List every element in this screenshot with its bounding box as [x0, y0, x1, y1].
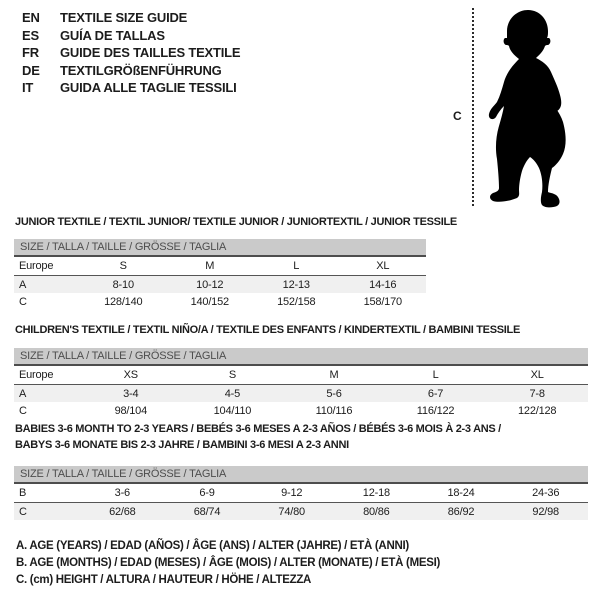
size-cell: S: [119, 260, 127, 272]
table-row: [14, 503, 588, 520]
size-cell: 8-10: [112, 278, 134, 291]
size-cell: 110/116: [315, 404, 353, 417]
size-cell: 10-12: [196, 278, 224, 291]
size-cell: 18-24: [447, 487, 475, 499]
junior-size-table: [14, 239, 426, 310]
size-cell: M: [329, 369, 339, 381]
lang-label: TEXTILGRÖßENFÜHRUNG: [60, 62, 222, 78]
junior-table-title: JUNIOR TEXTILE / TEXTIL JUNIOR/ TEXTILE JUNIOR / JUNIORTEXTIL / JUNIOR TESSILE: [15, 216, 457, 228]
size-cell: M: [205, 260, 215, 272]
babies-table-title: [15, 421, 590, 453]
size-cell: 62/68: [109, 505, 136, 518]
table-row: [14, 385, 588, 402]
table-row: [14, 366, 588, 385]
size-cell: 128/140: [104, 295, 143, 308]
size-cell: 12-18: [362, 487, 390, 499]
footnote-a: A. AGE (YEARS) / EDAD (AÑOS) / ÂGE (ANS) / ALTER (JAHRE) / ETÀ (ANNI): [16, 540, 409, 552]
childrens-size-table: [14, 348, 588, 419]
size-cell: 140/152: [190, 295, 229, 308]
size-cell: 6-7: [427, 387, 444, 400]
table-row: [14, 484, 588, 503]
lang-row-en: [22, 9, 240, 27]
size-cell: 12-13: [282, 278, 310, 291]
row-label-cell: Europe: [19, 260, 54, 272]
language-title-list: [22, 9, 240, 97]
lang-label: GUIDA ALLE TAGLIE TESSILI: [60, 80, 237, 96]
size-cell: 98/104: [114, 404, 148, 417]
size-cell: XS: [123, 369, 138, 381]
size-cell: XL: [376, 260, 390, 272]
size-cell: 74/80: [278, 505, 305, 518]
size-cell: 104/110: [213, 404, 252, 417]
size-cell: 6-9: [199, 487, 215, 499]
lang-code: EN: [22, 10, 40, 26]
size-cell: 152/158: [277, 295, 316, 308]
size-header-bar: SIZE / TALLA / TAILLE / GRÖSSE / TAGLIA: [14, 239, 426, 257]
babies-title-line2: BABYS 3-6 MONATE BIS 2-3 JAHRE / BAMBINI 3-6 MESI A 2-3 ANNI: [15, 439, 349, 451]
lang-row-de: [22, 62, 240, 80]
lang-row-fr: [22, 44, 240, 62]
table-row: [14, 276, 426, 293]
size-cell: 3-4: [123, 387, 139, 400]
size-header-bar: SIZE / TALLA / TAILLE / GRÖSSE / TAGLIA: [14, 348, 588, 366]
size-cell: 86/92: [447, 505, 475, 518]
lang-code: ES: [22, 27, 39, 43]
size-cell: 158/170: [363, 295, 402, 308]
table-row: [14, 293, 426, 310]
row-label-cell: C: [19, 505, 27, 518]
size-cell: 68/74: [193, 505, 221, 518]
size-cell: 5-6: [326, 387, 342, 400]
size-cell: 7-8: [529, 387, 545, 400]
measure-label-c: C: [453, 109, 462, 123]
row-label-cell: Europe: [19, 369, 54, 381]
footnote-c: C. (cm) HEIGHT / ALTURA / HAUTEUR / HÖHE / ALTEZZA: [16, 574, 312, 586]
size-cell: 80/86: [363, 505, 390, 518]
size-cell: 3-6: [114, 487, 130, 499]
lang-label: TEXTILE SIZE GUIDE: [60, 10, 188, 26]
size-cell: 9-12: [281, 487, 303, 499]
footnote-legend: [16, 538, 440, 589]
size-cell: 14-16: [369, 278, 397, 291]
footnote-b: B. AGE (MONTHS) / EDAD (MESES) / ÂGE (MOIS) / ALTER (MONATE) / ETÀ (MESI): [16, 557, 441, 569]
lang-row-es: [22, 27, 240, 45]
lang-label: GUÍA DE TALLAS: [60, 27, 165, 43]
size-cell: L: [293, 260, 300, 272]
lang-code: DE: [22, 62, 40, 78]
childrens-table-title: CHILDREN'S TEXTILE / TEXTIL NIÑO/A / TEXTILE DES ENFANTS / KINDERTEXTIL / BAMBINI TESSILE: [15, 324, 520, 336]
lang-code: IT: [22, 80, 34, 96]
size-cell: 122/128: [517, 404, 557, 417]
row-label-cell: B: [19, 487, 27, 499]
size-header-bar: SIZE / TALLA / TAILLE / GRÖSSE / TAGLIA: [14, 466, 588, 484]
size-cell: XL: [530, 369, 544, 381]
babies-size-table: [14, 466, 588, 520]
row-label-cell: C: [19, 404, 27, 417]
table-row: [14, 257, 426, 276]
size-cell: S: [228, 369, 236, 381]
toddler-silhouette-image: [487, 5, 593, 210]
lang-row-it: [22, 79, 240, 97]
size-cell: 4-5: [224, 387, 241, 400]
table-row: [14, 402, 588, 419]
size-cell: 24-36: [532, 487, 560, 499]
row-label-cell: C: [19, 295, 27, 308]
row-label-cell: A: [19, 387, 27, 400]
lang-label: GUIDE DES TAILLES TEXTILE: [60, 45, 241, 61]
row-label-cell: A: [19, 278, 27, 291]
babies-title-line1: BABIES 3-6 MONTH TO 2-3 YEARS / BEBÉS 3-6 MESES A 2-3 AÑOS / BÉBÉS 3-6 MOIS À 2-3 ANS /: [15, 423, 501, 435]
height-measure-dotted-line: [472, 8, 474, 206]
lang-code: FR: [22, 45, 39, 61]
size-cell: L: [432, 369, 439, 381]
size-cell: 116/122: [416, 404, 455, 417]
size-cell: 92/98: [532, 505, 559, 518]
